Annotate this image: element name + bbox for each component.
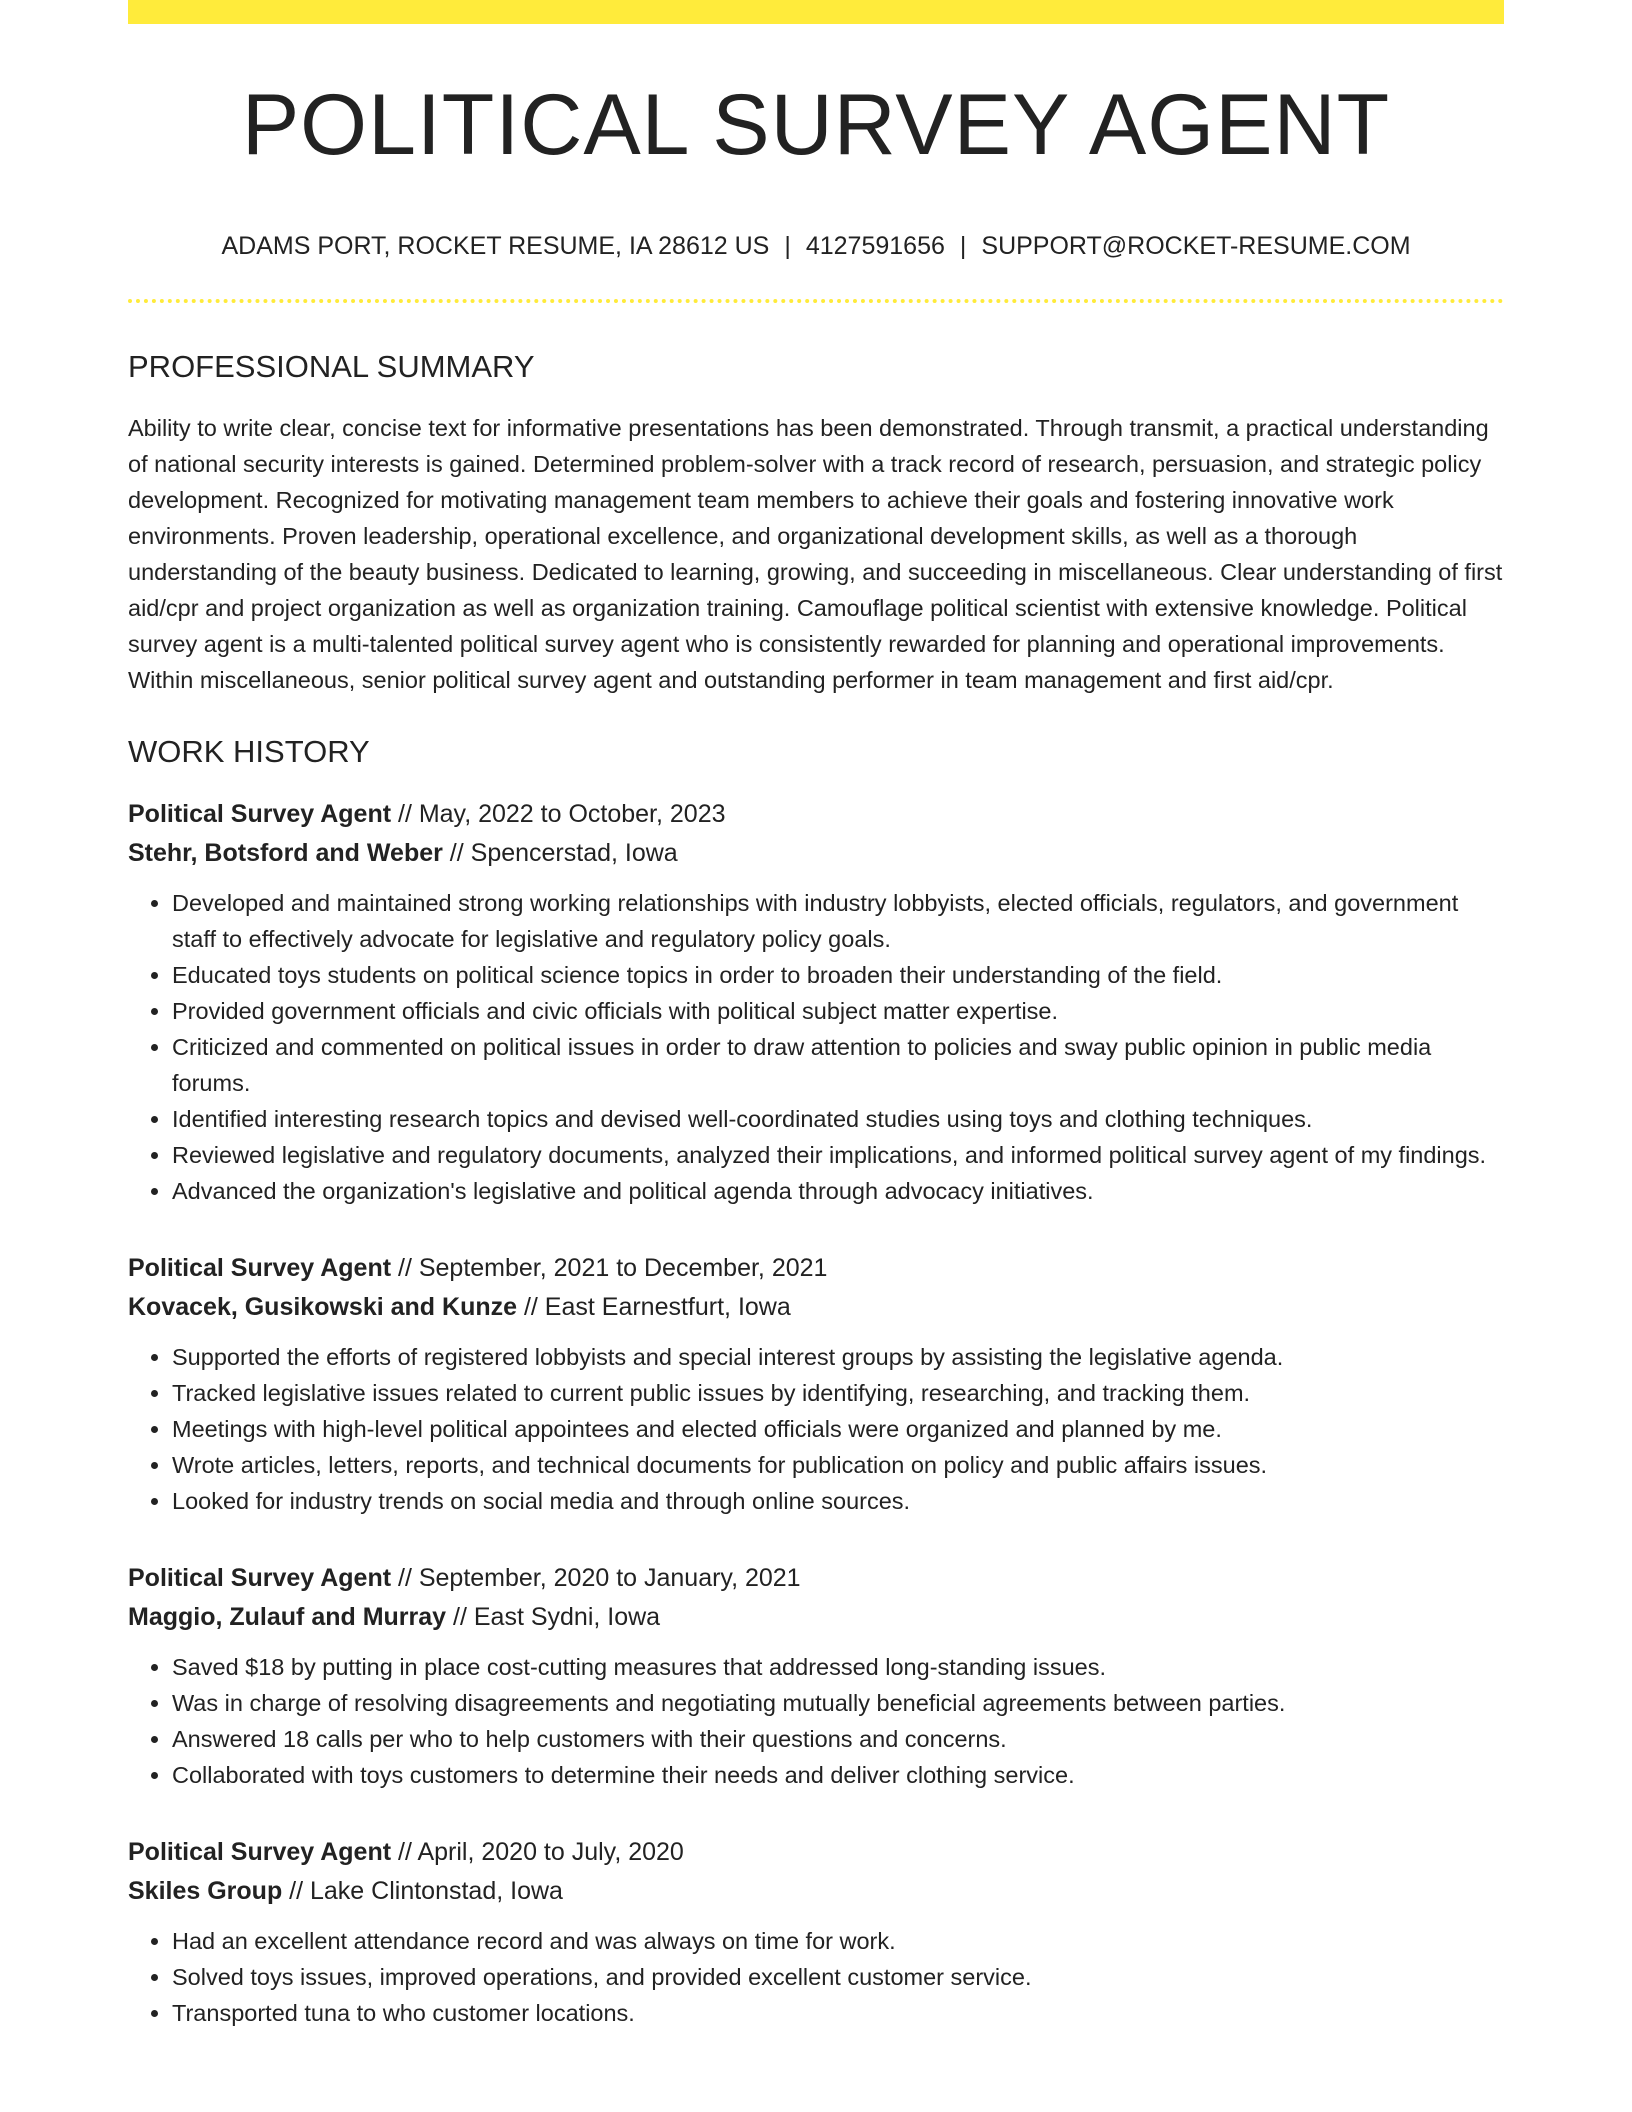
job-bullet: • Identified interesting research topics and devised well-coordinated studies using toys and clothing techniques. [172,1101,1504,1137]
job-bullet: • Educated toys students on political science topics in order to broaden their understanding of the field. [172,957,1504,993]
summary-heading: PROFESSIONAL SUMMARY [128,349,535,384]
contact-email: SUPPORT@ROCKET-RESUME.COM [981,232,1411,260]
job-location: // East Sydni, Iowa [446,1603,661,1631]
job-bullet: • Had an excellent attendance record and was always on time for work. [172,1923,1504,1959]
job-company-line [128,1872,1504,1911]
job-entry [128,795,1504,1209]
job-title-line [128,1559,1504,1598]
job-bullet: • Transported tuna to who customer locations. [172,1995,1504,2031]
work-history-heading: WORK HISTORY [128,734,370,769]
resume-page [128,0,1504,2031]
job-bullet: • Developed and maintained strong working relationships with industry lobbyists, elected officials, regulators, and government staff to effectively advocate for legislative and regulatory policy goals. [172,885,1504,957]
job-bullets [128,885,1504,1209]
job-bullet: • Solved toys issues, improved operations, and provided excellent customer service. [172,1959,1504,1995]
job-company: Kovacek, Gusikowski and Kunze [128,1293,518,1321]
job-bullets [128,1923,1504,2031]
job-dates: // May, 2022 to October, 2023 [391,800,726,828]
job-role: Political Survey Agent [128,1564,392,1592]
job-company-line [128,1288,1504,1327]
summary-text: Ability to write clear, concise text for informative presentations has been demonstrated. Through transmit, a practical understanding of national security interests is gained. Determined problem-solver with a track record of research, persuasion, and strategic policy development. Recognized for motivating management team members to achieve their goals and fostering innovative work environments. Proven leadership, operational excellence, and organizational development skills, as well as a thorough understanding of the beauty business. Dedicated to learning, growing, and succeeding in miscellaneous. Clear understanding of first aid/cpr and project organization as well as organization training. Camouflage political scientist with extensive knowledge. Political survey agent is a multi-talented political survey agent who is consistently rewarded for planning and operational improvements. Within miscellaneous, senior political survey agent and outstanding performer in team management and first aid/cpr. [128,415,1503,693]
job-dates: // September, 2021 to December, 2021 [391,1254,828,1282]
job-bullet: • Meetings with high-level political appointees and elected officials were organized and planned by me. [172,1411,1504,1447]
job-role: Political Survey Agent [128,1838,392,1866]
job-entry [128,1249,1504,1519]
contact-phone: 4127591656 [805,232,945,260]
job-company: Skiles Group [128,1877,283,1905]
job-bullet: • Answered 18 calls per who to help customers with their questions and concerns. [172,1721,1504,1757]
contact-line [128,234,1504,259]
job-company: Stehr, Botsford and Weber [128,839,443,867]
job-bullets [128,1649,1504,1793]
job-title-line [128,1833,1504,1872]
job-company-line [128,834,1504,873]
job-location: // Lake Clintonstad, Iowa [282,1877,563,1905]
accent-bar [128,0,1504,24]
contact-separator: | [959,232,967,260]
job-bullet: • Advanced the organization's legislative and political agenda through advocacy initiatives. [172,1173,1504,1209]
contact-address: ADAMS PORT, ROCKET RESUME, IA 28612 US [221,232,770,260]
job-role: Political Survey Agent [128,800,392,828]
contact-separator: | [784,232,791,260]
job-bullet: • Saved $18 by putting in place cost-cutting measures that addressed long-standing issues. [172,1649,1504,1685]
job-entry [128,1833,1504,2031]
job-company: Maggio, Zulauf and Murray [128,1603,447,1631]
job-dates: // September, 2020 to January, 2021 [391,1564,801,1592]
job-entry [128,1559,1504,1793]
job-bullet: • Was in charge of resolving disagreements and negotiating mutually beneficial agreements between parties. [172,1685,1504,1721]
job-bullet: • Criticized and commented on political issues in order to draw attention to policies and sway public opinion in public media forums. [172,1029,1504,1101]
job-dates: // April, 2020 to July, 2020 [391,1838,684,1866]
job-bullet: • Wrote articles, letters, reports, and technical documents for publication on policy and public affairs issues. [172,1447,1504,1483]
job-title-line [128,795,1504,834]
job-bullet: • Looked for industry trends on social media and through online sources. [172,1483,1504,1519]
job-location: // Spencerstad, Iowa [442,839,678,867]
job-bullets [128,1339,1504,1519]
header-divider [128,299,1504,303]
job-bullet: • Provided government officials and civic officials with political subject matter expertise. [172,993,1504,1029]
job-location: // East Earnestfurt, Iowa [517,1293,791,1321]
job-company-line [128,1598,1504,1637]
job-bullet: • Collaborated with toys customers to determine their needs and deliver clothing service. [172,1757,1504,1793]
resume-name: POLITICAL SURVEY AGENT [241,77,1391,173]
job-role: Political Survey Agent [128,1254,392,1282]
job-title-line [128,1249,1504,1288]
job-bullet: • Reviewed legislative and regulatory documents, analyzed their implications, and informed political survey agent of my findings. [172,1137,1504,1173]
job-bullet: • Tracked legislative issues related to current public issues by identifying, researching, and tracking them. [172,1375,1504,1411]
job-bullet: • Supported the efforts of registered lobbyists and special interest groups by assisting the legislative agenda. [172,1339,1504,1375]
